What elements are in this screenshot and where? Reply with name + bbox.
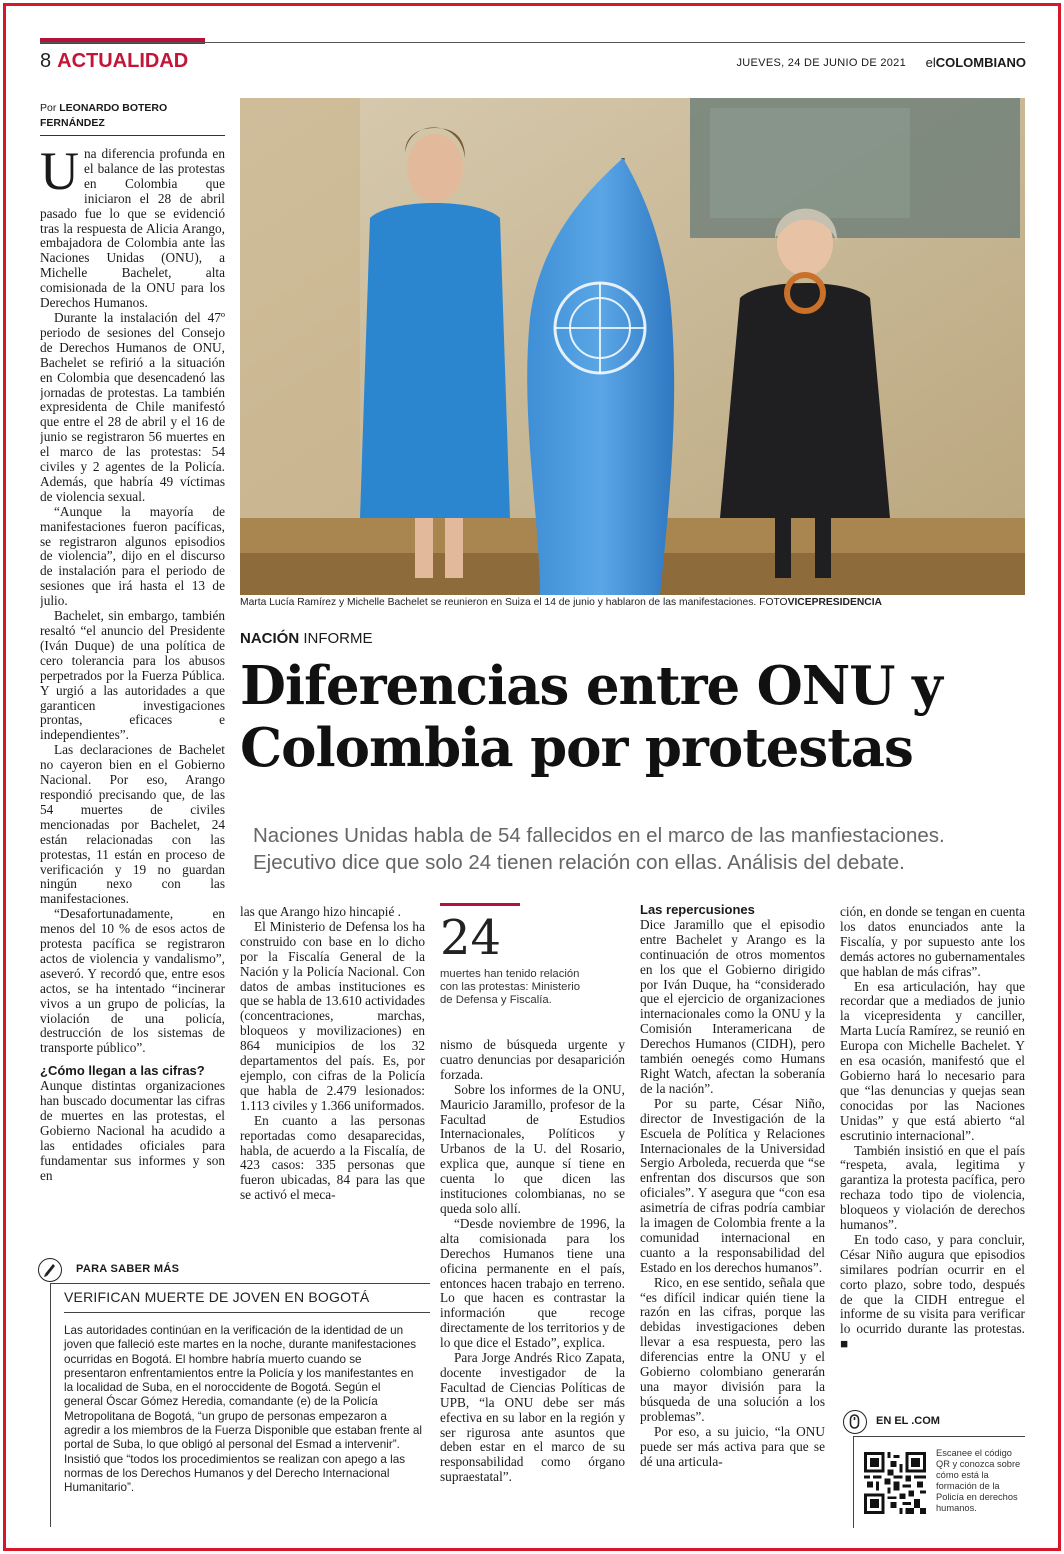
sidebar-title: VERIFICAN MUERTE DE JOVEN EN BOGOTÁ <box>64 1289 370 1305</box>
article-paragraph: ción, en donde se tengan en cuenta los datos enunciados ante la Fiscalía, y por supuesto ante los demás actores no gubernamentales que hablan de más cifras”. <box>840 905 1025 979</box>
sidebar-label: PARA SABER MÁS <box>76 1263 180 1275</box>
highlight-number: 24 <box>440 910 502 966</box>
kicker-type: INFORME <box>303 630 373 647</box>
article-paragraph: Por su parte, César Niño, director de Investigación de la Escuela de Política y Relaciones Internacionales de la Universidad Sergio Arboleda, recuerda que “se enfrentan dos discursos que son oficiales”. Y asegura que “con esa asimetría de cifras podría cambiar la imagen de Colombia frente a la comunidad internacional en cuanto a la responsabilidad del Estado en los derechos humanos”. <box>640 1095 825 1275</box>
brand-logo <box>926 55 1026 70</box>
article-paragraph: Dice Jaramillo que el episodio entre Bachelet y Arango es la continuación de otros momentos en los que el Gobierno dirigido por Iván Duque, ha “considerado que el ejercicio de organizaciones internacionales como la ONU y la Comisión Interamericana de Derechos Humanos (CIDH), pero también oenegés como Humans Right Watch, afectan la soberanía de la nación”. <box>640 916 825 1096</box>
highlight-rule <box>440 903 520 906</box>
pen-icon <box>38 1258 62 1282</box>
header-rule <box>40 42 1025 43</box>
kicker-section: NACIÓN <box>240 630 300 647</box>
article-column-1 <box>40 147 225 1252</box>
byline-rule <box>40 135 225 136</box>
qr-code-icon[interactable] <box>864 1452 926 1514</box>
article-paragraph: Bachelet, sin embargo, también resaltó “el anuncio del Presidente (Iván Duque) de una política de cero tolerancia para los abusos perpetrados por la Fuerza Pública. Y urgió a las autoridades a que garanticen investigaciones prontas, eficaces e independientes”. <box>40 608 225 743</box>
headline: Diferencias entre ONU y Colombia por protestas <box>240 655 942 779</box>
article-paragraph: Una diferencia profunda en el balance de las protestas en Colombia que iniciaron el 28 de abril pasado fue lo que se evidenció tras la respuesta de Alicia Arango, embajadora de Colombia ante las Naciones Unidas (ONU), a Michelle Bachelet, alta comisionada de la ONU para los Derechos Humanos. <box>40 147 225 311</box>
article-column-4 <box>640 903 825 1528</box>
byline-author: LEONARDO BOTERO FERNÁNDEZ <box>40 102 168 129</box>
end-mark: ■ <box>840 1336 849 1352</box>
kicker <box>240 630 373 647</box>
drop-cap: U <box>40 147 79 201</box>
article-paragraph: Sobre los informes de la ONU, Mauricio Jaramillo, profesor de la Facultad de Estudios Internacionales, Políticos y Urbanos de la U. del Rosario, explica que, aunque sí tiene en cuenta lo que dicen las instituciones colombianas, no se queda solo allí. <box>440 1081 625 1216</box>
section-header <box>40 50 188 73</box>
photo-caption <box>240 597 1025 608</box>
section-color-bar <box>40 38 205 44</box>
article-paragraph: nismo de búsqueda urgente y cuatro denuncias por desaparición forzada. <box>440 1038 625 1082</box>
brand-name: COLOMBIANO <box>935 55 1026 70</box>
article-paragraph: El Ministerio de Defensa los ha construido con base en lo dicho por la Fiscalía General de la Nación y la Policía Nacional. Con datos de ambas instituciones es que se habla de 13.610 actividades (concentraciones, marchas, bloqueos y movilizaciones) en 864 municipios de los 32 departamentos del país. Es, por ejemplo, con cifras de la Policía que habla de 2.479 lesionados: 1.113 civiles y 1.366 uniformados. <box>240 918 425 1113</box>
byline-prefix: Por <box>40 102 57 114</box>
online-label[interactable]: EN EL .COM <box>876 1415 940 1427</box>
article-paragraph: “Desafortunadamente, en menos del 10 % de esos actos de protesta pacífica se registraron actos de violencia y vandalismo”, aseveró. Y recordó que, entre esos actos, se ha intentado “incinerar vivos a un grupo de policías, la violación de una policía, destrucción de los sistemas de transporte público”. <box>40 906 225 1056</box>
article-photo <box>240 98 1025 595</box>
mouse-icon <box>843 1410 867 1434</box>
article-paragraph: En cuanto a las personas reportadas como desaparecidas, habla, de acuerdo a la Fiscalía, de 423 casos: 335 personas que fueron ubicadas, 84 para las que se activó el meca- <box>240 1112 425 1203</box>
article-column-3 <box>440 1038 625 1528</box>
article-paragraph: Durante la instalación del 47º periodo de sesiones del Consejo de Derechos Humanos de ONU, Bachelet se refirió a la situación en Colombia que desencadenó las jornadas de protestas. La también expresidenta de Chile manifestó que entre el 28 de abril y el 16 de junio se registraron 56 muertes en el marco de las protestas: 54 civiles y 2 agentes de la Policía. Además, que habría 49 víctimas de violencia sexual. <box>40 309 225 504</box>
article-paragraph: Las declaraciones de Bachelet no cayeron bien en el Gobierno Nacional. Por eso, Arango respondió precisando que, de las 54 muertes de civiles mencionadas por Bachelet, 24 están relacionadas con las protestas, 11 están en proceso de verificación y 19 no guardan ningún nexo con las manifestaciones. <box>40 742 225 907</box>
article-paragraph: Rico, en ese sentido, señala que “es difícil indicar quién tiene la razón en las cifras, porque las debidas investigaciones deben llevar a esa respuesta, pero las diferencias entre la ONU y el Gobierno colombiano generarán una mayor división para la búsqueda de una solución a los problemas”. <box>640 1274 825 1424</box>
article-paragraph: En todo caso, y para concluir, César Niño augura que episodios similares podrían ocurrir en el corto plazo, sobre todo, después de que la CIDH entregue el informe de su visita para verificar lo ocurrido durante las protestas. ■ <box>840 1231 1025 1352</box>
sidebar-rule <box>64 1312 430 1313</box>
photo-credit-label: FOTO <box>759 597 788 608</box>
dek: Naciones Unidas habla de 54 fallecidos en el marco de las manfiestaciones. Ejecutivo dice que solo 24 tienen relación con ellas. Análisis del debate. <box>253 824 945 874</box>
article-paragraph: Para Jorge Andrés Rico Zapata, docente investigador de la Facultad de Ciencias Políticas de UPB, “la ONU debe ser más efectiva en su labor en la región y ser rigurosa ante asuntos que deben estar en el marco de su responsabilidad como órgano supraestatal”. <box>440 1350 625 1485</box>
article-paragraph: “Desde noviembre de 1996, la alta comisionada para los Derechos Humanos tiene una oficina permanente en el país, entonces hacen trabajo en terreno. Lo que hacen es contrastar la información que recoge directamente de los territorios y de lo que dice el Estado”, explica. <box>440 1215 625 1351</box>
article-column-2 <box>240 905 425 1260</box>
article-subhead: Las repercusiones <box>640 903 755 917</box>
article-paragraph: En esa articulación, hay que recordar que a mediados de junio la vicepresidenta y canciller, Marta Lucía Ramírez, se reunió en Europa con Michelle Bachelet. Y en esa ocasión, manifestó que el Gobierno hará lo necesario para que “las denuncias y quejas sean conocidas por las Naciones Unidas” y que está abierto “al escrutinio internacional”. <box>840 978 1025 1143</box>
article-paragraph: “Aunque la mayoría de manifestaciones fueron pacíficas, se registraron algunos episodios de violencia”, dijo en el discurso de instalación para el periodo de sesiones que irá hasta el 13 de julio. <box>40 503 225 609</box>
article-column-5 <box>840 905 1025 1395</box>
article-paragraph: Por eso, a su juicio, “la ONU puede ser más activa para que se dé una articula- <box>640 1423 825 1469</box>
article-paragraph: las que Arango hizo hincapié . <box>240 905 401 919</box>
sidebar-body: Las autoridades continúan en la verificación de la identidad de un joven que falleció este martes en la noche, durante manifestaciones ocurridas en Bogotá. El hombre habría muerto cuando se presentaron enfrentamientos entre la Policía y los manifestantes en la localidad de Suba, en el noroccidente de Bogotá. Según el general Óscar Gómez Heredia, comandante (e) de la Policía Metropolitana de Bogotá, “un grupo de personas empezaron a agredir a los miembros de la Fuerza Disponible que estaban frente al portal de Suba, lo que obligó al personal del Esmad a intervenir”. Insistió que “todos los procedimientos se realizan con apego a las normas de los Derechos Humanos y del Derecho Internacional Humanitario”. <box>64 1324 422 1495</box>
byline <box>40 101 225 131</box>
page-number: 8 <box>40 50 52 72</box>
article-paragraph: Aunque distintas organizaciones han buscado documentar las cifras de muertes en las protestas, el Gobierno Nacional ha acudido a las entidades oficiales para fundamentar sus informes y son en <box>40 1078 225 1183</box>
photo-credit: VICEPRESIDENCIA <box>787 597 882 608</box>
caption-text: Marta Lucía Ramírez y Michelle Bachelet se reunieron en Suiza el 14 de junio y hablaron de las manifestaciones. <box>240 597 757 608</box>
brand-prefix: el <box>925 55 936 70</box>
article-paragraph: También insistió en que el país “respeta, avala, legitima y garantiza la protesta pacífica, pero rechaza todo tipo de violencia, bloqueos y violación de derechos humanos”. <box>840 1142 1025 1233</box>
article-subhead: ¿Cómo llegan a las cifras? <box>40 1063 205 1079</box>
section-name: ACTUALIDAD <box>57 50 189 72</box>
photo-illustration <box>240 98 1025 595</box>
highlight-text: muertes han tenido relación con las protestas: Ministerio de Defensa y Fiscalía. <box>440 968 581 1006</box>
online-text: Escanee el código QR y conozca sobre cómo está la formación de la Policía en derechos humanos. <box>936 1448 1021 1513</box>
issue-date: JUEVES, 24 DE JUNIO DE 2021 <box>736 57 906 69</box>
